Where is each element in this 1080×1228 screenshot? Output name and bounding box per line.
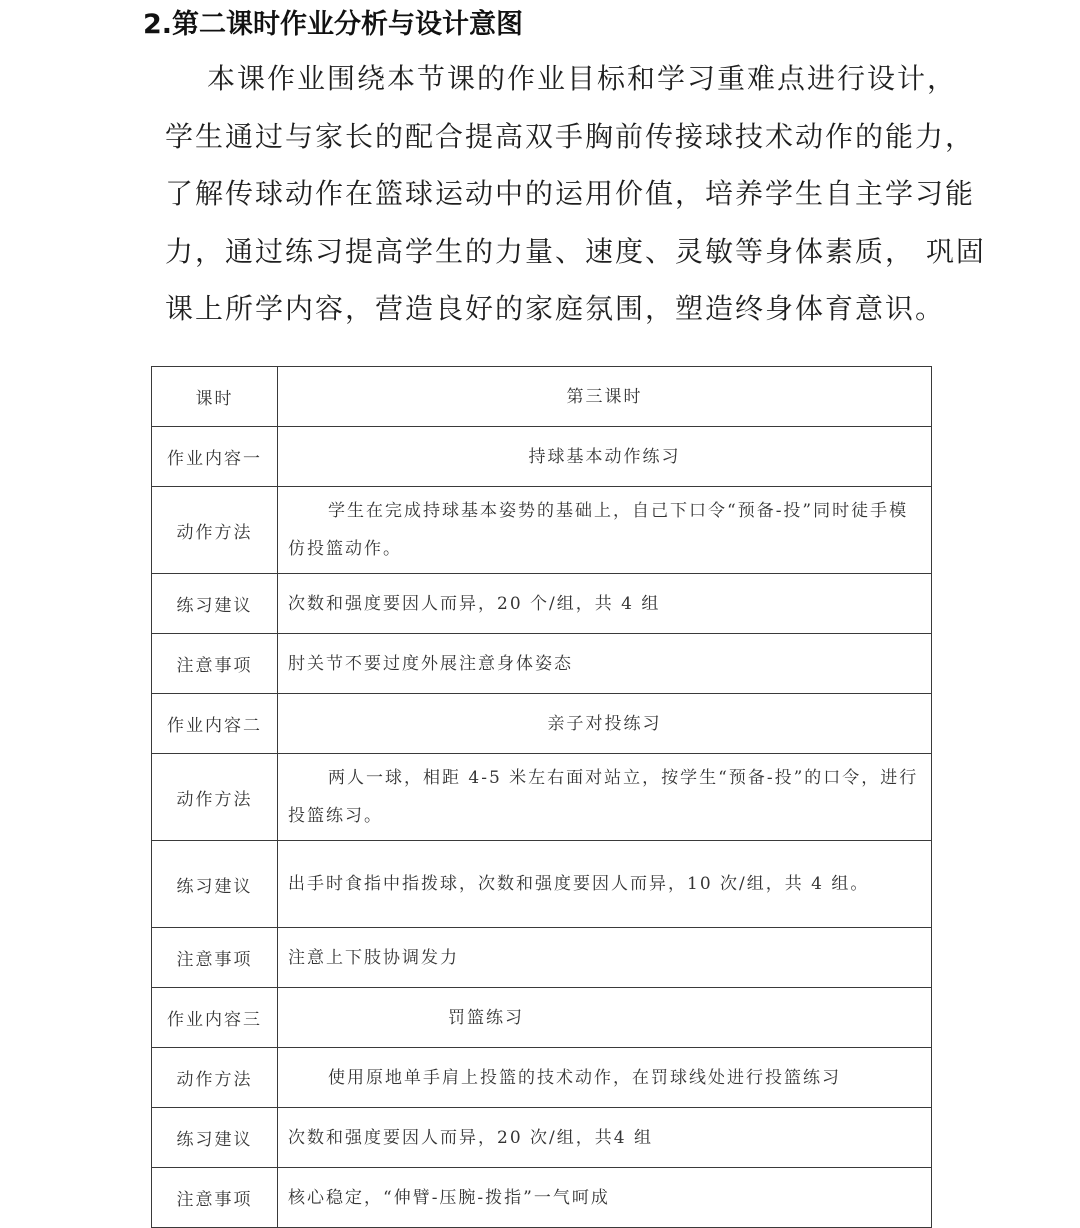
table-row xyxy=(152,634,932,694)
table-cell-value: 亲子对投练习 xyxy=(278,694,932,754)
table-row xyxy=(152,988,932,1048)
table-cell-label: 课时 xyxy=(152,367,278,427)
table-cell-value: 持球基本动作练习 xyxy=(278,427,932,487)
table-cell-value: 肘关节不要过度外展注意身体姿态 xyxy=(278,634,932,694)
table-cell-label: 动作方法 xyxy=(152,754,278,841)
table-row xyxy=(152,928,932,988)
table-cell-value: 学生在完成持球基本姿势的基础上，自己下口令“预备-投”同时徒手模仿投篮动作。 xyxy=(278,487,932,574)
page-title: 2.第二课时作业分析与设计意图 xyxy=(143,9,524,40)
table-row xyxy=(152,427,932,487)
table-row xyxy=(152,1108,932,1168)
table-cell-label: 动作方法 xyxy=(152,1048,278,1108)
table-row xyxy=(152,694,932,754)
table-cell-label: 注意事项 xyxy=(152,928,278,988)
table-cell-label: 注意事项 xyxy=(152,1168,278,1228)
table-cell-value: 第三课时 xyxy=(278,367,932,427)
table-cell-value: 核心稳定，“伸臂-压腕-拨指”一气呵成 xyxy=(278,1168,932,1228)
table-header-row xyxy=(152,367,932,427)
table-row xyxy=(152,1048,932,1108)
table-cell-label: 作业内容一 xyxy=(152,427,278,487)
paragraph-line: 课上所学内容，营造良好的家庭氛围，塑造终身体育意识。 xyxy=(165,292,946,325)
table-cell-label: 作业内容二 xyxy=(152,694,278,754)
table-cell-label: 作业内容三 xyxy=(152,988,278,1048)
paragraph-line: 本课作业围绕本节课的作业目标和学习重难点进行设计， xyxy=(207,62,958,95)
table-row xyxy=(152,574,932,634)
table-cell-label: 练习建议 xyxy=(152,574,278,634)
table-row xyxy=(152,487,932,574)
table-cell-value: 两人一球，相距 4-5 米左右面对站立，按学生“预备-投”的口令，进行投篮练习。 xyxy=(278,754,932,841)
table-cell-value: 罚篮练习 xyxy=(278,988,932,1048)
table-cell-label: 注意事项 xyxy=(152,634,278,694)
table-row xyxy=(152,841,932,928)
table-cell-value: 注意上下肢协调发力 xyxy=(278,928,932,988)
homework-table xyxy=(151,366,932,1228)
paragraph-line: 力，通过练习提高学生的力量、速度、灵敏等身体素质， 巩固 xyxy=(165,234,986,268)
table-row xyxy=(152,754,932,841)
table-cell-label: 练习建议 xyxy=(152,841,278,928)
paragraph-line: 学生通过与家长的配合提高双手胸前传接球技术动作的能力， xyxy=(165,119,976,153)
paragraph-line: 了解传球动作在篮球运动中的运用价值，培养学生自主学习能 xyxy=(165,177,976,210)
table-cell-label: 练习建议 xyxy=(152,1108,278,1168)
table-cell-value: 次数和强度要因人而异，20 次/组，共4 组 xyxy=(278,1108,932,1168)
table-cell-label: 动作方法 xyxy=(152,487,278,574)
table-cell-value: 使用原地单手肩上投篮的技术动作，在罚球线处进行投篮练习 xyxy=(278,1048,932,1108)
table-cell-value: 出手时食指中指拨球，次数和强度要因人而异，10 次/组，共 4 组。 xyxy=(278,841,932,928)
table-cell-value: 次数和强度要因人而异，20 个/组，共 4 组 xyxy=(278,574,932,634)
design-intent-paragraph xyxy=(165,50,986,338)
